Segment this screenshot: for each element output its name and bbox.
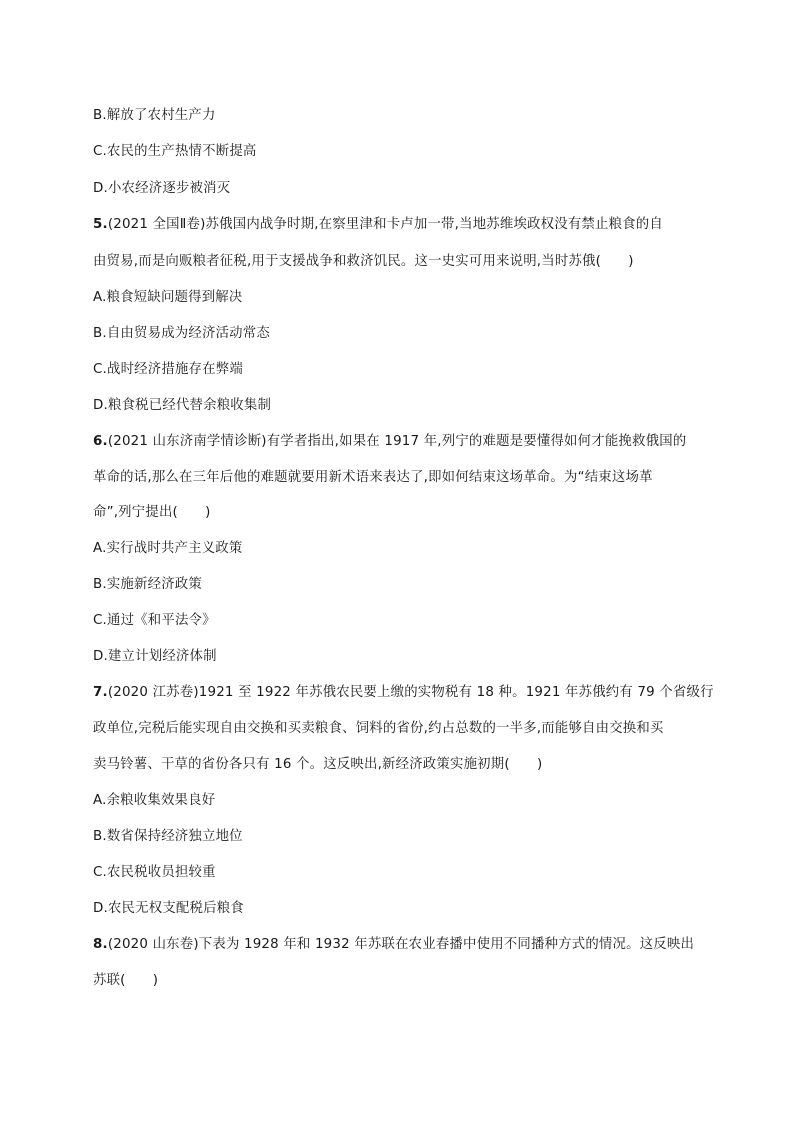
q7-stem-line-2: 政单位,完税后能实现自由交换和买卖粮食、饲料的省份,约占总数的一半多,而能够自由交换和买 [93,721,664,736]
q5-stem-line-2: 由贸易,而是向贩粮者征税,用于支援战争和救济饥民。这一史实可用来说明,当时苏俄( ) [93,254,634,269]
q8-stem-line-2: 苏联( ) [93,973,159,988]
q7-stem-line-3: 卖马铃薯、干草的省份各只有 16 个。这反映出,新经济政策实施初期( ) [93,757,543,772]
q6-stem-line-1: 6.(2021 山东济南学情诊断)有学者指出,如果在 1917 年,列宁的难题是要懂得如何才能挽救俄国的 [93,434,687,449]
q7-option-b: B.数省保持经济独立地位 [93,829,243,844]
q6-option-d: D.建立计划经济体制 [93,649,217,664]
q8-stem-line-1: 8.(2020 山东卷)下表为 1928 年和 1932 年苏联在农业春播中使用不同播种方式的情况。这反映出 [93,937,695,952]
q6-option-b: B.实施新经济政策 [93,577,202,592]
q5-option-c: C.战时经济措施存在弊端 [93,362,243,377]
q7-stem-line-1: 7.(2020 江苏卷)1921 至 1922 年苏俄农民要上缴的实物税有 18 种。1921 年苏俄约有 79 个省级行 [93,685,714,700]
q6-stem-line-3: 命”,列宁提出( ) [93,505,211,520]
q4-option-b: B.解放了农村生产力 [93,108,216,123]
q5-option-d: D.粮食税已经代替余粮收集制 [93,398,272,413]
q5-option-b: B.自由贸易成为经济活动常态 [93,326,270,341]
q6-number: 6. [93,434,108,449]
q7-number: 7. [93,685,108,700]
q8-number: 8. [93,937,108,952]
q6-option-a: A.实行战时共产主义政策 [93,541,243,556]
q4-option-d: D.小农经济逐步被消灭 [93,181,231,196]
q7-option-c: C.农民税收员担较重 [93,865,216,880]
q6-option-c: C.通过《和平法令》 [93,613,216,628]
q5-option-a: A.粮食短缺问题得到解决 [93,290,243,305]
q4-option-c: C.农民的生产热情不断提高 [93,144,257,159]
q7-option-a: A.余粮收集效果良好 [93,793,216,808]
q7-option-d: D.农民无权支配税后粮食 [93,901,244,916]
q5-number: 5. [93,217,108,232]
q5-stem-line-1: 5.(2021 全国Ⅱ卷)苏俄国内战争时期,在察里津和卡卢加一带,当地苏维埃政权没有禁止粮食的自 [93,217,663,232]
q6-stem-line-2: 革命的话,那么在三年后他的难题就要用新术语来表达了,即如何结束这场革命。为“结束这场革 [93,470,653,485]
